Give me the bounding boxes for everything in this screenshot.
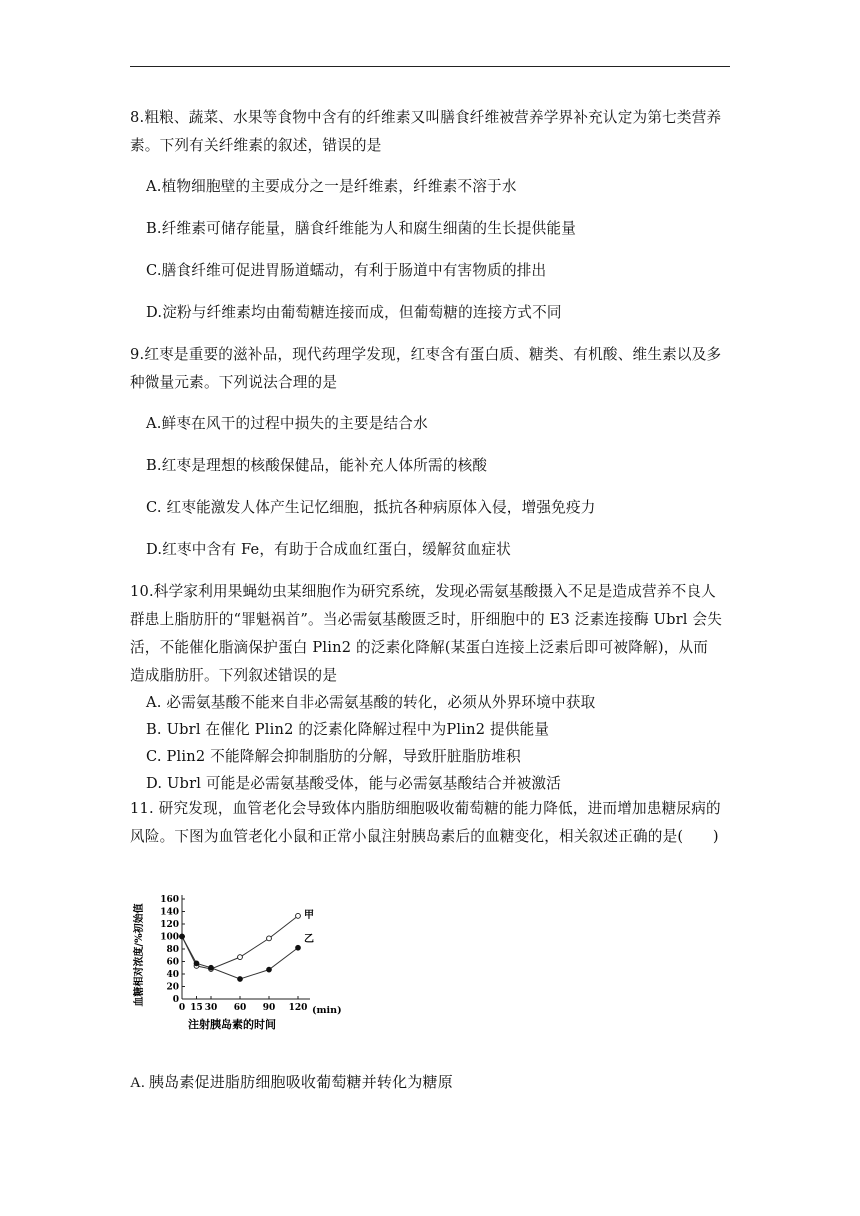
q9-option-b: B.红枣是理想的核酸保健品，能补充人体所需的核酸 — [146, 457, 488, 474]
series-1-point — [238, 955, 243, 960]
y-tick-label: 140 — [160, 907, 179, 918]
series-2-point — [296, 945, 301, 950]
x-tick-label: 90 — [262, 1003, 276, 1013]
y-tick-label: 160 — [160, 895, 179, 906]
q10-option-a: A. 必需氨基酸不能来自非必需氨基酸的转化，必须从外界环境中获取 — [146, 694, 596, 711]
series-1-point — [267, 936, 272, 941]
q10-stem-line3: 活，不能催化脂滴保护蛋白 Plin2 的泛素化降解(某蛋白连接上泛素后即可被降解)，从而 — [130, 639, 709, 656]
series-2-point — [267, 967, 272, 972]
q8-option-a: A.植物细胞壁的主要成分之一是纤维素，纤维素不溶于水 — [146, 178, 517, 195]
y-tick-label: 100 — [160, 932, 179, 943]
q9-option-d: D.红枣中含有 Fe，有助于合成血红蛋白，缓解贫血症状 — [146, 541, 511, 558]
x-axis-label: 注射胰岛素的时间 — [188, 1018, 276, 1031]
q11-stem-line1: 11. 研究发现，血管老化会导致体内脂肪细胞吸收葡萄糖的能力降低，进而增加患糖尿病的 — [130, 800, 721, 817]
x-axis-unit: (min) — [312, 1005, 342, 1016]
x-tick-label: 30 — [204, 1003, 218, 1013]
series-1-point — [296, 913, 301, 918]
y-tick-label: 60 — [166, 957, 179, 968]
q9-option-c: C. 红枣能激发人体产生记忆细胞，抵抗各种病原体入侵，增强免疫力 — [146, 499, 596, 516]
series-2-label: 乙 — [304, 933, 314, 945]
x-tick-label: 15 — [190, 1003, 203, 1013]
y-tick-label: 120 — [160, 920, 179, 931]
q8-stem-line2: 素。下列有关纤维素的叙述，错误的是 — [130, 137, 382, 154]
q9-stem-line1: 9.红枣是重要的滋补品，现代药理学发现，红枣含有蛋白质、糖类、有机酸、维生素以及多 — [130, 346, 722, 363]
y-tick-label: 80 — [166, 945, 179, 956]
q11-option-a: A. 胰岛素促进脂肪细胞吸收葡萄糖并转化为糖原 — [130, 1075, 453, 1091]
q9-stem-line2: 种微量元素。下列说法合理的是 — [130, 374, 338, 391]
y-tick-label: 20 — [166, 982, 179, 993]
q11-stem-line2: 风险。下图为血管老化小鼠和正常小鼠注射胰岛素后的血糖变化，相关叙述正确的是( ) — [130, 828, 719, 845]
q8-option-b: B.纤维素可储存能量，膳食纤维能为人和腐生细菌的生长提供能量 — [146, 220, 576, 237]
y-tick-label: 40 — [166, 970, 179, 981]
q10-option-c: C. Plin2 不能降解会抑制脂肪的分解，导致肝脏脂肪堆积 — [146, 748, 521, 765]
q10-stem-line2: 群患上脂肪肝的“罪魁祸首”。当必需氨基酸匮乏时，肝细胞中的 E3 泛素连接酶 Ubrl 会失 — [130, 611, 723, 628]
series-1-label: 甲 — [304, 909, 314, 921]
series-2-point — [238, 977, 243, 982]
q8-stem-line1: 8.粗粮、蔬菜、水果等食物中含有的纤维素又叫膳食纤维被营养学界补充认定为第七类营养 — [130, 109, 722, 126]
y-axis-label: 血糖相对浓度/%初始值 — [134, 903, 145, 1007]
q10-stem-line4: 造成脂肪肝。下列叙述错误的是 — [130, 667, 338, 684]
series-2-point — [209, 965, 214, 970]
header-rule — [130, 66, 730, 67]
x-tick-label: 60 — [233, 1003, 247, 1013]
x-tick-label: 120 — [288, 1003, 308, 1013]
x-tick-label: 0 — [178, 1003, 186, 1013]
q10-option-d: D. Ubrl 可能是必需氨基酸受体，能与必需氨基酸结合并被激活 — [146, 775, 562, 792]
q8-option-d: D.淀粉与纤维素均由葡萄糖连接而成，但葡萄糖的连接方式不同 — [146, 304, 562, 321]
series-2-point — [194, 961, 199, 966]
q8-option-c: C.膳食纤维可促进胃肠道蠕动，有利于肠道中有害物质的排出 — [146, 262, 547, 279]
q10-stem-line1: 10.科学家利用果蝇幼虫某细胞作为研究系统，发现必需氨基酸摄入不足是造成营养不良人 — [130, 583, 716, 600]
y-tick-label: 0 — [172, 995, 179, 1006]
q9-option-a: A.鲜枣在风干的过程中损失的主要是结合水 — [146, 415, 428, 432]
q10-option-b: B. Ubrl 在催化 Plin2 的泛素化降解过程中为Plin2 提供能量 — [146, 721, 550, 738]
blood-glucose-chart — [128, 882, 358, 1032]
series-2-point — [180, 934, 185, 939]
